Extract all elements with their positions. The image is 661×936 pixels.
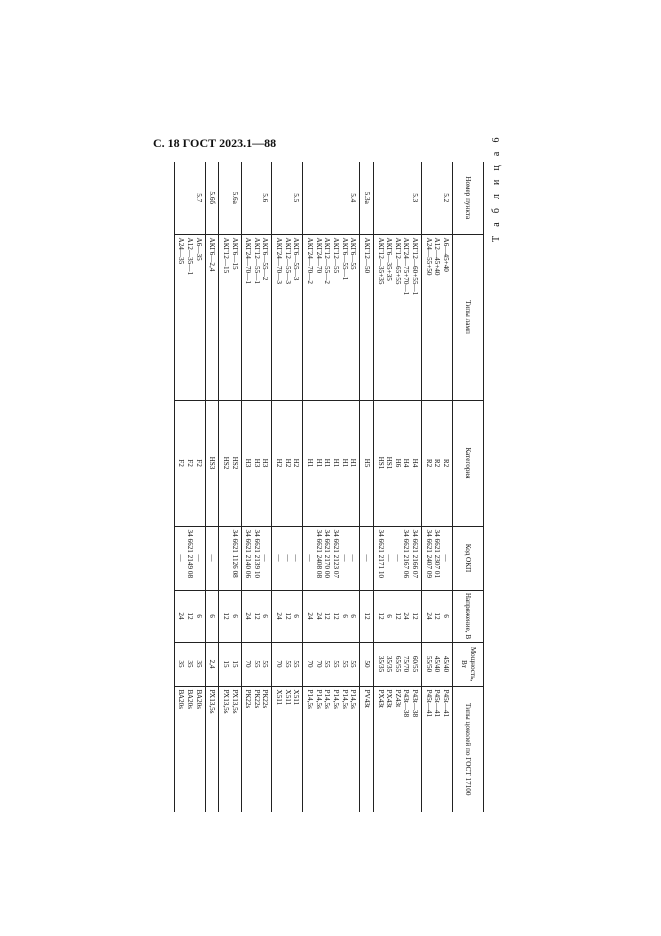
lamp-types-line: А12—45+40 (433, 237, 442, 276)
base-types-line: Х511 (292, 689, 301, 706)
okp-code-line: 34 6621 2407 09 (424, 529, 433, 579)
power-cell (272, 642, 303, 686)
lamp-types-line: АКГ12—60+55—1 (411, 237, 420, 296)
category-line: Н3 (261, 458, 270, 468)
okp-code-line: 34 6621 2149 08 (185, 529, 194, 579)
voltage-cell (241, 590, 272, 642)
power-cell (174, 642, 205, 686)
voltage-cell (174, 590, 205, 642)
base-types-cell (373, 686, 421, 812)
okp-code-line: — (177, 554, 186, 562)
item-number-cell (422, 162, 453, 234)
item-number-text: 5.3а (362, 191, 371, 204)
lamp-types-line: АКГ12—55—2 (323, 237, 332, 284)
voltage-line: 24 (306, 612, 315, 620)
okp-code-line: — (306, 554, 315, 562)
power-line: 70 (275, 660, 284, 668)
base-types-cell (219, 686, 241, 812)
voltage-line: 6 (230, 614, 239, 618)
base-types-line: Х511 (275, 689, 284, 706)
okp-code-line: 34 6621 2140 06 (244, 529, 253, 579)
lamp-types-line: АКГ6—55—3 (292, 237, 301, 281)
col-header-voltage: Напряжение, В (453, 590, 484, 642)
base-types-cell (422, 686, 453, 812)
category-line: Н5 (362, 458, 371, 468)
category-cell (303, 400, 360, 526)
power-line: 75/70 (402, 655, 411, 673)
category-cell (241, 400, 272, 526)
okp-code-line: 34 6621 2408 08 (314, 529, 323, 579)
item-number-cell (360, 162, 374, 234)
table-caption: Т а б л и ц а 6 (491, 134, 502, 242)
lamp-types-line: АКГ6—15 (230, 237, 239, 270)
okp-code-line: — (194, 554, 203, 562)
power-line: 15 (230, 660, 239, 668)
item-number-text: 5.3 (411, 193, 420, 203)
base-types-line: РК22s (244, 689, 253, 709)
okp-code-cell (373, 526, 421, 590)
voltage-line: 12 (283, 612, 292, 620)
item-number-cell (373, 162, 421, 234)
lamp-types-line: А12—35—1 (185, 237, 194, 276)
category-line: Н1 (323, 458, 332, 468)
table-row (373, 162, 421, 812)
okp-code-line: — (393, 554, 402, 562)
okp-code-line (221, 530, 230, 587)
voltage-line: 12 (331, 612, 340, 620)
lamp-types-line: АКГ24—70—3 (275, 237, 284, 284)
category-line: F2 (177, 459, 186, 467)
base-types-line: Х511 (283, 689, 292, 706)
okp-code-line: — (349, 554, 358, 562)
base-types-line: РХ13,5s (221, 689, 230, 714)
okp-code-line: 34 6621 1126 08 (230, 529, 239, 578)
item-number-cell (241, 162, 272, 234)
power-line: 55 (283, 660, 292, 668)
power-line: 70 (314, 660, 323, 668)
lamp-types-line: АКГ24—70—1 (244, 237, 253, 284)
lamp-types-line: АКГ6—2,4 (208, 237, 217, 272)
okp-code-line: 34 6621 2170 00 (323, 529, 332, 579)
voltage-line: 6 (208, 614, 217, 618)
okp-code-line: — (340, 554, 349, 562)
item-number-cell (219, 162, 241, 234)
col-header-category: Категория (453, 400, 484, 526)
power-line: 55/50 (424, 655, 433, 673)
power-line: 65/55 (393, 655, 402, 673)
power-line: 60/55 (411, 655, 420, 673)
lamp-types-line: АКГ24—70 (314, 237, 323, 274)
category-line: HS1 (376, 456, 385, 470)
lamp-types-line: АКГ12—50 (362, 237, 371, 274)
base-types-line: PX43t (385, 689, 394, 708)
base-types-line: ВА20s (185, 689, 194, 710)
category-line: Н1 (349, 458, 358, 468)
lamp-types-cell (373, 234, 421, 400)
voltage-line: 12 (185, 612, 194, 620)
table-row (272, 162, 303, 812)
base-types-line: РХ13,5s (208, 689, 217, 714)
col-header-lamp-types: Типы ламп (453, 234, 484, 400)
power-cell (241, 642, 272, 686)
item-number-text: 5.6 (261, 193, 270, 203)
power-line: 35/35 (376, 655, 385, 673)
voltage-cell (219, 590, 241, 642)
base-types-line: ВА20s (194, 689, 203, 710)
base-types-line: Р14,5s (340, 689, 349, 709)
voltage-line: 12 (411, 612, 420, 620)
power-line: 2,4 (208, 659, 217, 669)
category-line: Н4 (402, 458, 411, 468)
power-line: 50 (362, 660, 371, 668)
voltage-line: 6 (385, 614, 394, 618)
power-line: 55 (331, 660, 340, 668)
table-row (241, 162, 272, 812)
lamp-types-line: АКГ12—35+35 (376, 237, 385, 285)
okp-code-cell (272, 526, 303, 590)
base-types-line: РК22s (252, 689, 261, 709)
category-line: Н2 (275, 458, 284, 468)
lamp-types-line: АКГ6—55 (349, 237, 358, 270)
category-cell (205, 400, 219, 526)
base-types-line: РХ13,5s (230, 689, 239, 714)
item-number-text: 5.4 (349, 193, 358, 203)
lamp-types-cell (272, 234, 303, 400)
okp-code-line: — (208, 554, 217, 562)
category-line: Н3 (252, 458, 261, 468)
power-line: 35/35 (385, 655, 394, 673)
voltage-line: 6 (194, 614, 203, 618)
voltage-line: 24 (244, 612, 253, 620)
voltage-line: 6 (349, 614, 358, 618)
okp-code-line: — (442, 554, 450, 562)
category-cell (174, 400, 205, 526)
lamp-types-line: АКГ24—75+70—1 (402, 237, 411, 296)
lamp-types-line: А6—45+40 (442, 237, 450, 272)
power-line: 55 (261, 660, 270, 668)
category-line: HS3 (208, 456, 217, 470)
okp-code-line: — (261, 554, 270, 562)
voltage-cell (272, 590, 303, 642)
item-number-text: 5.5 (292, 193, 301, 203)
lamp-types-line: АКГ6—55—1 (340, 237, 349, 281)
item-number-text: 5.2 (442, 193, 450, 203)
base-types-line: Р45t—41 (424, 689, 433, 718)
voltage-cell (422, 590, 453, 642)
okp-code-line: 34 6621 2307 01 (433, 529, 442, 579)
item-number-text: 5.6а (230, 191, 239, 204)
voltage-line: 24 (275, 612, 284, 620)
table-body (174, 162, 452, 812)
power-line: 55 (340, 660, 349, 668)
table-row (219, 162, 241, 812)
table-row (174, 162, 205, 812)
col-header-power: Мощность, Вт (453, 642, 484, 686)
base-types-line: Р14,5s (314, 689, 323, 709)
category-cell (422, 400, 453, 526)
voltage-line: 12 (362, 612, 371, 620)
lamp-types-cell (174, 234, 205, 400)
base-types-line: Р14,5s (323, 689, 332, 709)
item-number-text: 5.6б (208, 191, 217, 205)
item-number-cell (205, 162, 219, 234)
base-types-line: Р43t—38 (402, 689, 411, 718)
okp-code-cell (205, 526, 219, 590)
voltage-cell (205, 590, 219, 642)
category-line: Н2 (283, 458, 292, 468)
lamp-types-line: АКГ6—55—2 (261, 237, 270, 281)
table-row (360, 162, 374, 812)
base-types-cell (360, 686, 374, 812)
voltage-line: 24 (424, 612, 433, 620)
base-types-cell (272, 686, 303, 812)
category-line: Н1 (331, 458, 340, 468)
table-header-row (453, 162, 484, 812)
okp-code-line: 34 6621 2171 10 (376, 529, 385, 579)
power-line: 35 (177, 660, 186, 668)
power-line: 70 (306, 660, 315, 668)
category-cell (373, 400, 421, 526)
item-number-cell (174, 162, 205, 234)
category-cell (360, 400, 374, 526)
okp-code-line: 34 6621 2123 07 (331, 529, 340, 579)
voltage-line: 6 (442, 614, 450, 618)
category-line: HS2 (230, 456, 239, 470)
base-types-line: Р14,5s (349, 689, 358, 709)
okp-code-line: 34 6621 2167 06 (402, 529, 411, 579)
category-line: F2 (185, 459, 194, 467)
category-line: HS2 (221, 456, 230, 470)
base-types-line: Р45t—41 (433, 689, 442, 718)
power-line: 55 (349, 660, 358, 668)
okp-code-line: — (362, 554, 371, 562)
lamp-types-line: АКГ12—55—3 (283, 237, 292, 284)
okp-code-line: — (385, 554, 394, 562)
voltage-line: 12 (433, 612, 442, 620)
base-types-cell (174, 686, 205, 812)
okp-code-line: — (275, 554, 284, 562)
base-types-line: Р14,5s (331, 689, 340, 709)
category-line: Н6 (393, 458, 402, 468)
okp-code-cell (360, 526, 374, 590)
item-number-cell (303, 162, 360, 234)
okp-code-line: — (283, 554, 292, 562)
okp-code-cell (219, 526, 241, 590)
power-line: 45/40 (433, 655, 442, 673)
power-line: 70 (244, 660, 253, 668)
voltage-line: 12 (393, 612, 402, 620)
category-cell (272, 400, 303, 526)
base-types-line: Р43t—38 (411, 689, 420, 718)
power-line: 35 (194, 660, 203, 668)
voltage-line: 12 (252, 612, 261, 620)
rotated-table-container (153, 162, 484, 812)
table-row (303, 162, 360, 812)
lamp-types-line: АКГ12—65+55 (393, 237, 402, 285)
voltage-cell (373, 590, 421, 642)
power-cell (373, 642, 421, 686)
base-types-cell (205, 686, 219, 812)
okp-code-cell (174, 526, 205, 590)
base-types-line: ВА20s (177, 689, 186, 710)
col-header-okp-code: Код ОКП (453, 526, 484, 590)
voltage-line: 12 (221, 612, 230, 620)
lamp-types-line: А6—35 (194, 237, 203, 261)
category-line: Н4 (411, 458, 420, 468)
category-cell (219, 400, 241, 526)
voltage-line: 6 (261, 614, 270, 618)
lamp-types-line: А24—35 (177, 237, 186, 265)
item-number-cell (272, 162, 303, 234)
lamp-types-line: А24—55+50 (424, 237, 433, 276)
voltage-line: 6 (292, 614, 301, 618)
voltage-cell (360, 590, 374, 642)
base-types-line: РК22s (261, 689, 270, 709)
category-line: R2 (442, 458, 450, 468)
okp-code-line: 34 6621 2166 07 (411, 529, 420, 579)
table-row (422, 162, 453, 812)
voltage-line: 12 (376, 612, 385, 620)
lamp-types-cell (219, 234, 241, 400)
voltage-line: 6 (340, 614, 349, 618)
power-cell (303, 642, 360, 686)
power-line: 55 (292, 660, 301, 668)
col-header-item-number: Номер пункта (453, 162, 484, 234)
voltage-cell (303, 590, 360, 642)
voltage-line: 24 (402, 612, 411, 620)
lamp-types-cell (303, 234, 360, 400)
voltage-line: 24 (314, 612, 323, 620)
category-line: HS1 (385, 456, 394, 470)
base-types-cell (241, 686, 272, 812)
table-row (205, 162, 219, 812)
power-cell (219, 642, 241, 686)
lamp-types-line: АКГ24—70—2 (306, 237, 315, 284)
lamp-types-line: АКГ12—55 (331, 237, 340, 274)
item-number-text: 5.7 (194, 193, 203, 203)
base-types-line: PV43t (362, 689, 371, 708)
lamp-types-cell (205, 234, 219, 400)
voltage-line: 24 (177, 612, 186, 620)
okp-code-line: — (292, 554, 301, 562)
lamp-types-cell (360, 234, 374, 400)
category-line: Н2 (292, 458, 301, 468)
category-line: Н3 (244, 458, 253, 468)
lamp-table (174, 162, 484, 812)
base-types-line: PZ43t (393, 689, 402, 708)
power-line: 45/40 (442, 655, 450, 673)
okp-code-cell (422, 526, 453, 590)
lamp-types-cell (241, 234, 272, 400)
okp-code-cell (303, 526, 360, 590)
okp-code-cell (241, 526, 272, 590)
category-line: Н1 (306, 458, 315, 468)
power-line: 55 (252, 660, 261, 668)
voltage-line: 12 (323, 612, 332, 620)
power-cell (422, 642, 453, 686)
okp-code-line: 34 6621 2139 10 (252, 529, 261, 579)
col-header-base-types: Типы цоколей по ГОСТ 17100 (453, 686, 484, 812)
lamp-types-line: АКГ6—35+35 (385, 237, 394, 281)
category-line: R2 (424, 458, 433, 468)
power-line: 55 (323, 660, 332, 668)
power-cell (360, 642, 374, 686)
lamp-types-cell (422, 234, 453, 400)
page-header: С. 18 ГОСТ 2023.1—88 (153, 136, 277, 150)
power-cell (205, 642, 219, 686)
category-line: R2 (433, 458, 442, 468)
base-types-line: Р45t—41 (442, 689, 450, 718)
power-line: 15 (221, 660, 230, 668)
lamp-types-line: АКГ12—15 (221, 237, 230, 274)
lamp-types-line: АКГ12—55—1 (252, 237, 261, 284)
category-line: Н1 (340, 458, 349, 468)
base-types-line: Р14,5s (306, 689, 315, 709)
base-types-line: PX43t (376, 689, 385, 708)
power-line: 35 (185, 660, 194, 668)
category-line: F2 (194, 459, 203, 467)
category-line: Н1 (314, 458, 323, 468)
base-types-cell (303, 686, 360, 812)
